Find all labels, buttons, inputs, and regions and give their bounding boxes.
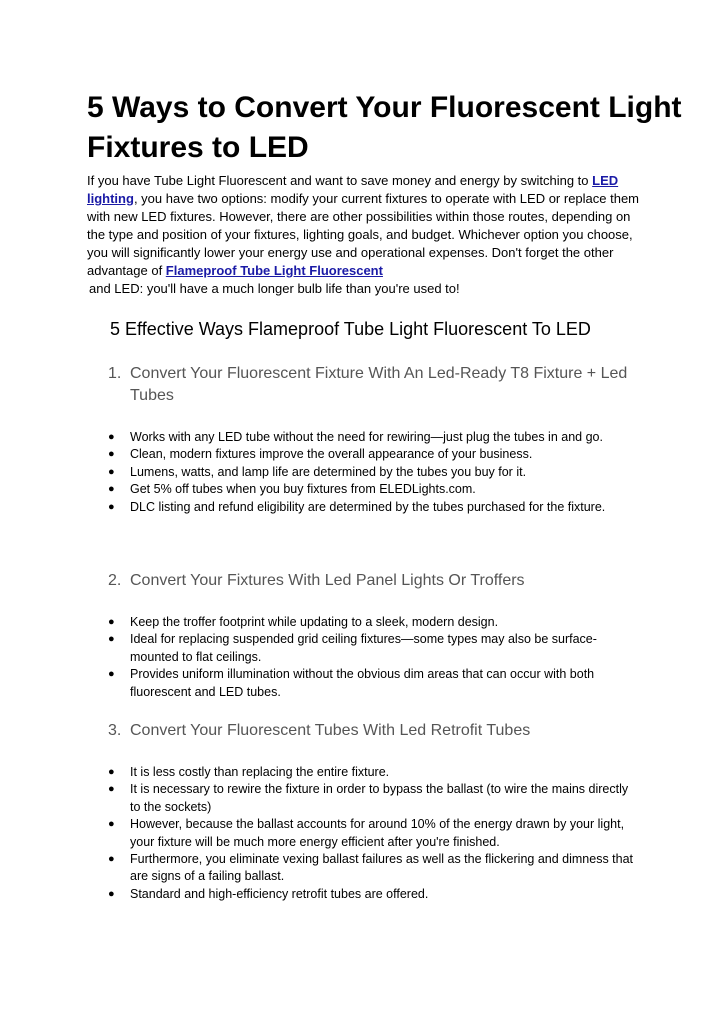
list-item xyxy=(108,499,638,516)
bullet-list xyxy=(108,764,638,903)
section-heading xyxy=(108,720,638,742)
list-item xyxy=(108,481,638,498)
bullet-icon: ● xyxy=(108,766,115,778)
list-item-text: Clean, modern fixtures improve the overall appearance of your business. xyxy=(130,447,533,462)
list-item-text: Lumens, watts, and lamp life are determined by the tubes you buy for it. xyxy=(130,464,527,479)
bullet-icon: ● xyxy=(108,633,115,646)
list-item-text: Furthermore, you eliminate vexing ballast failures as well as the flickering and dimness that are signs of a failing ballast. xyxy=(130,852,634,884)
list-item xyxy=(108,614,638,631)
list-item-text: Ideal for replacing suspended grid ceiling fixtures—some types may also be surface-mounted to flat ceilings. xyxy=(130,632,597,664)
list-item xyxy=(108,886,638,903)
list-item-text: Works with any LED tube without the need for rewiring—just plug the tubes in and go. xyxy=(130,430,603,444)
flameproof-tube-link[interactable]: Flameproof Tube Light Fluorescent xyxy=(165,263,383,278)
list-item-text: Standard and high-efficiency retrofit tubes are offered. xyxy=(130,886,429,901)
bullet-list xyxy=(108,429,638,516)
intro-text-1: If you have Tube Light Fluorescent and want to save money and energy by switching to xyxy=(87,173,593,188)
list-item xyxy=(108,666,638,701)
list-item xyxy=(108,446,638,463)
bullet-icon: ● xyxy=(108,887,115,900)
way-section-1 xyxy=(108,363,638,516)
list-item xyxy=(108,464,638,481)
bullet-icon: ● xyxy=(108,483,115,496)
bullet-icon: ● xyxy=(108,853,115,866)
bullet-icon: ● xyxy=(108,818,115,831)
bullet-icon: ● xyxy=(108,783,115,796)
section-number: 3. xyxy=(108,722,122,739)
way-section-2 xyxy=(108,570,638,701)
section-number: 2. xyxy=(108,572,122,589)
section-heading xyxy=(108,363,638,407)
list-item-text: However, because the ballast accounts for around 10% of the energy drawn by your light, your fixture will be much more energy efficient after you're finished. xyxy=(130,817,625,849)
intro-text-3: and LED: you'll have a much longer bulb life than you're used to! xyxy=(89,281,460,296)
bullet-icon: ● xyxy=(108,448,115,461)
section-number: 1. xyxy=(108,365,122,382)
section-heading xyxy=(108,570,638,592)
way-section-3 xyxy=(108,720,638,903)
section-subtitle: 5 Effective Ways Flameproof Tube Light Fluorescent To LED xyxy=(110,319,591,339)
bullet-icon: ● xyxy=(108,431,115,443)
bullet-icon: ● xyxy=(108,668,115,681)
list-item xyxy=(108,631,638,666)
list-item-text: DLC listing and refund eligibility are determined by the tubes purchased for the fixture. xyxy=(130,499,606,514)
section-heading-text: Convert Your Fluorescent Fixture With An Led-Ready T8 Fixture + Led Tubes xyxy=(130,365,628,404)
bullet-icon: ● xyxy=(108,616,115,628)
section-heading-text: Convert Your Fluorescent Tubes With Led Retrofit Tubes xyxy=(130,722,531,739)
list-item-text: Get 5% off tubes when you buy fixtures from ELEDLights.com. xyxy=(130,482,476,497)
bullet-icon: ● xyxy=(108,500,115,513)
list-item-text: It is less costly than replacing the entire fixture. xyxy=(130,765,390,779)
led-lighting-link[interactable]: LED lighting xyxy=(87,173,619,206)
section-heading-text: Convert Your Fixtures With Led Panel Lights Or Troffers xyxy=(130,572,525,589)
list-item xyxy=(108,781,638,816)
list-item-text: It is necessary to rewire the fixture in order to bypass the ballast (to wire the mains directly to the sockets) xyxy=(130,782,629,814)
intro-paragraph xyxy=(87,172,647,298)
bullet-icon: ● xyxy=(108,465,115,478)
list-item xyxy=(108,851,638,886)
page-title: 5 Ways to Convert Your Fluorescent Light Fixtures to LED xyxy=(87,91,682,164)
list-item xyxy=(108,429,638,446)
intro-text-2: , you have two options: modify your current fixtures to operate with LED or replace them with new LED fixtures. However, there are other possibilities within those routes, depending on the type and position of your fixtures, lighting goals, and budget. Whichever option you choose, you will significantly lower your energy use and operational expenses. Don't forget the other advantage of xyxy=(87,191,640,278)
list-item-text: Provides uniform illumination without the obvious dim areas that can occur with both fluorescent and LED tubes. xyxy=(130,667,595,699)
list-item-text: Keep the troffer footprint while updating to a sleek, modern design. xyxy=(130,615,499,629)
bullet-list xyxy=(108,614,638,701)
list-item xyxy=(108,816,638,851)
list-item xyxy=(108,764,638,781)
